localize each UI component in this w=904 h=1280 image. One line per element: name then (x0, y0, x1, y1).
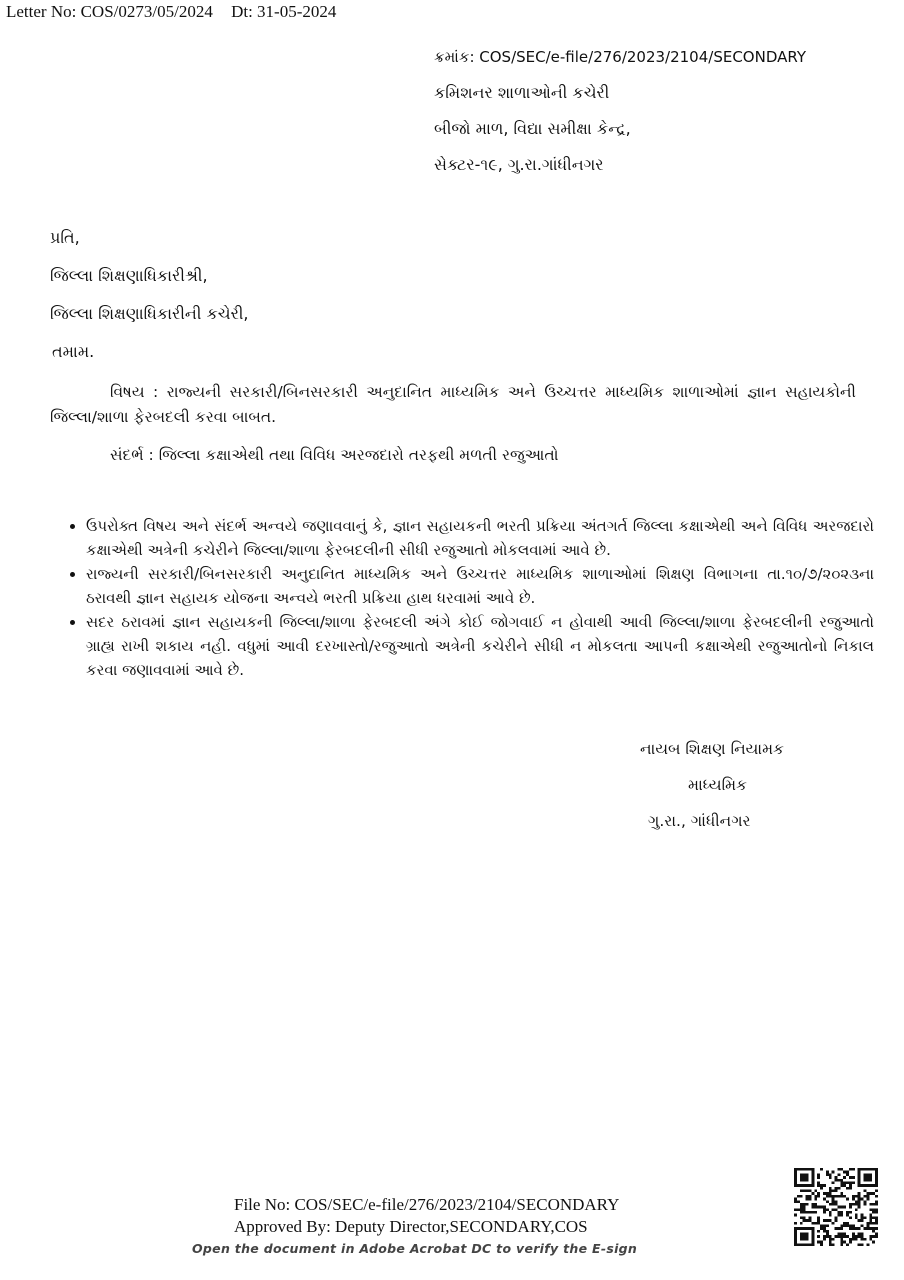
signature-block (600, 738, 860, 846)
office-floor: બીજો માળ, વિદ્યા સમીક્ષા કેન્દ્ર, (434, 119, 631, 138)
office-address-block (434, 46, 874, 190)
list-item: • રાજ્યની સરકારી/બિનસરકારી અનુદાનિત માધ્યમિક અને ઉચ્ચત્તર માધ્યમિક શાળાઓમાં શિક્ષણ વિભાગના તા.૧૦/૭/૨૦૨૩ના ઠરાવથી જ્ઞાન સહાયક યોજના અન્વયે ભરતી પ્રક્રિયા હાથ ધરવામાં આવે છે. (86, 562, 874, 610)
office-sector: સેક્ટર-૧૯, ગુ.રા.ગાંધીનગર (434, 155, 604, 174)
letter-number: Letter No: COS/0273/05/2024 (6, 2, 213, 21)
addressee-officer: જિલ્લા શિક્ષણાધિકારીશ્રી, (50, 266, 208, 285)
qr-code-icon (794, 1168, 878, 1246)
addressee-all: તમામ. (52, 342, 95, 361)
footer-verify-note: Open the document in Adobe Acrobat DC to verify the E-sign (192, 1241, 638, 1256)
subject-line: વિષય : રાજ્યની સરકારી/બિનસરકારી અનુદાનિત માધ્યમિક અને ઉચ્ચત્તર માધ્યમિક શાળાઓમાં જ્ઞાન સહાયકોની જિલ્લા/શાળા ફેરબદલી કરવા બાબત. (50, 383, 856, 426)
signatory-place: ગુ.રા., ગાંધીનગર (648, 812, 751, 830)
addressee-office: જિલ્લા શિક્ષણાધિકારીની કચેરી, (50, 304, 249, 323)
body-points (68, 514, 874, 682)
signatory-title: નાયબ શિક્ષણ નિયામક (640, 740, 784, 758)
addressee-prati: પ્રતિ, (50, 228, 80, 247)
signatory-dept: માધ્યમિક (688, 776, 747, 794)
addressee-block (50, 226, 249, 378)
footer-approved-by: Approved By: Deputy Director,SECONDARY,COS (234, 1217, 588, 1236)
letter-header (6, 2, 350, 22)
list-item: • સદર ઠરાવમાં જ્ઞાન સહાયકની જિલ્લા/શાળા ફેરબદલી અંગે કોઈ જોગવાઈ ન હોવાથી આવી જિલ્લા/શાળા ફેરબદલીની રજુઆતો ગ્રાહ્ય રાખી શકાય નહી. વધુમાં આવી દરખાસ્તો/રજુઆતો અત્રેની કચેરીને સીધી ન મોકલતા આપની કક્ષાએથી રજુઆતોનો નિકાલ કરવા જણાવવામાં આવે છે. (86, 610, 874, 682)
reference-number: ક્રમાંક: COS/SEC/e-file/276/2023/2104/SECONDARY (434, 48, 807, 66)
office-name: કમિશનર શાળાઓની કચેરી (434, 83, 610, 102)
footer-file-no: File No: COS/SEC/e-file/276/2023/2104/SECONDARY (234, 1195, 620, 1214)
list-item: • ઉપરોક્ત વિષય અને સંદર્ભ અન્વયે જણાવવાનું કે, જ્ઞાન સહાયકની ભરતી પ્રક્રિયા અંતગર્ત જિલ્લા કક્ષાએથી અને વિવિધ અરજદારો કક્ષાએથી અત્રેની કચેરીને જિલ્લા/શાળા ફેરબદલીની સીધી રજુઆતો મોકલવામાં આવે છે. (86, 514, 874, 562)
footer (192, 1194, 638, 1260)
letter-date: Dt: 31-05-2024 (231, 2, 337, 21)
reference-line: સંદર્ભ : જિલ્લા કક્ષાએથી તથા વિવિધ અરજદારો તરફથી મળતી રજુઆતો (110, 446, 559, 464)
